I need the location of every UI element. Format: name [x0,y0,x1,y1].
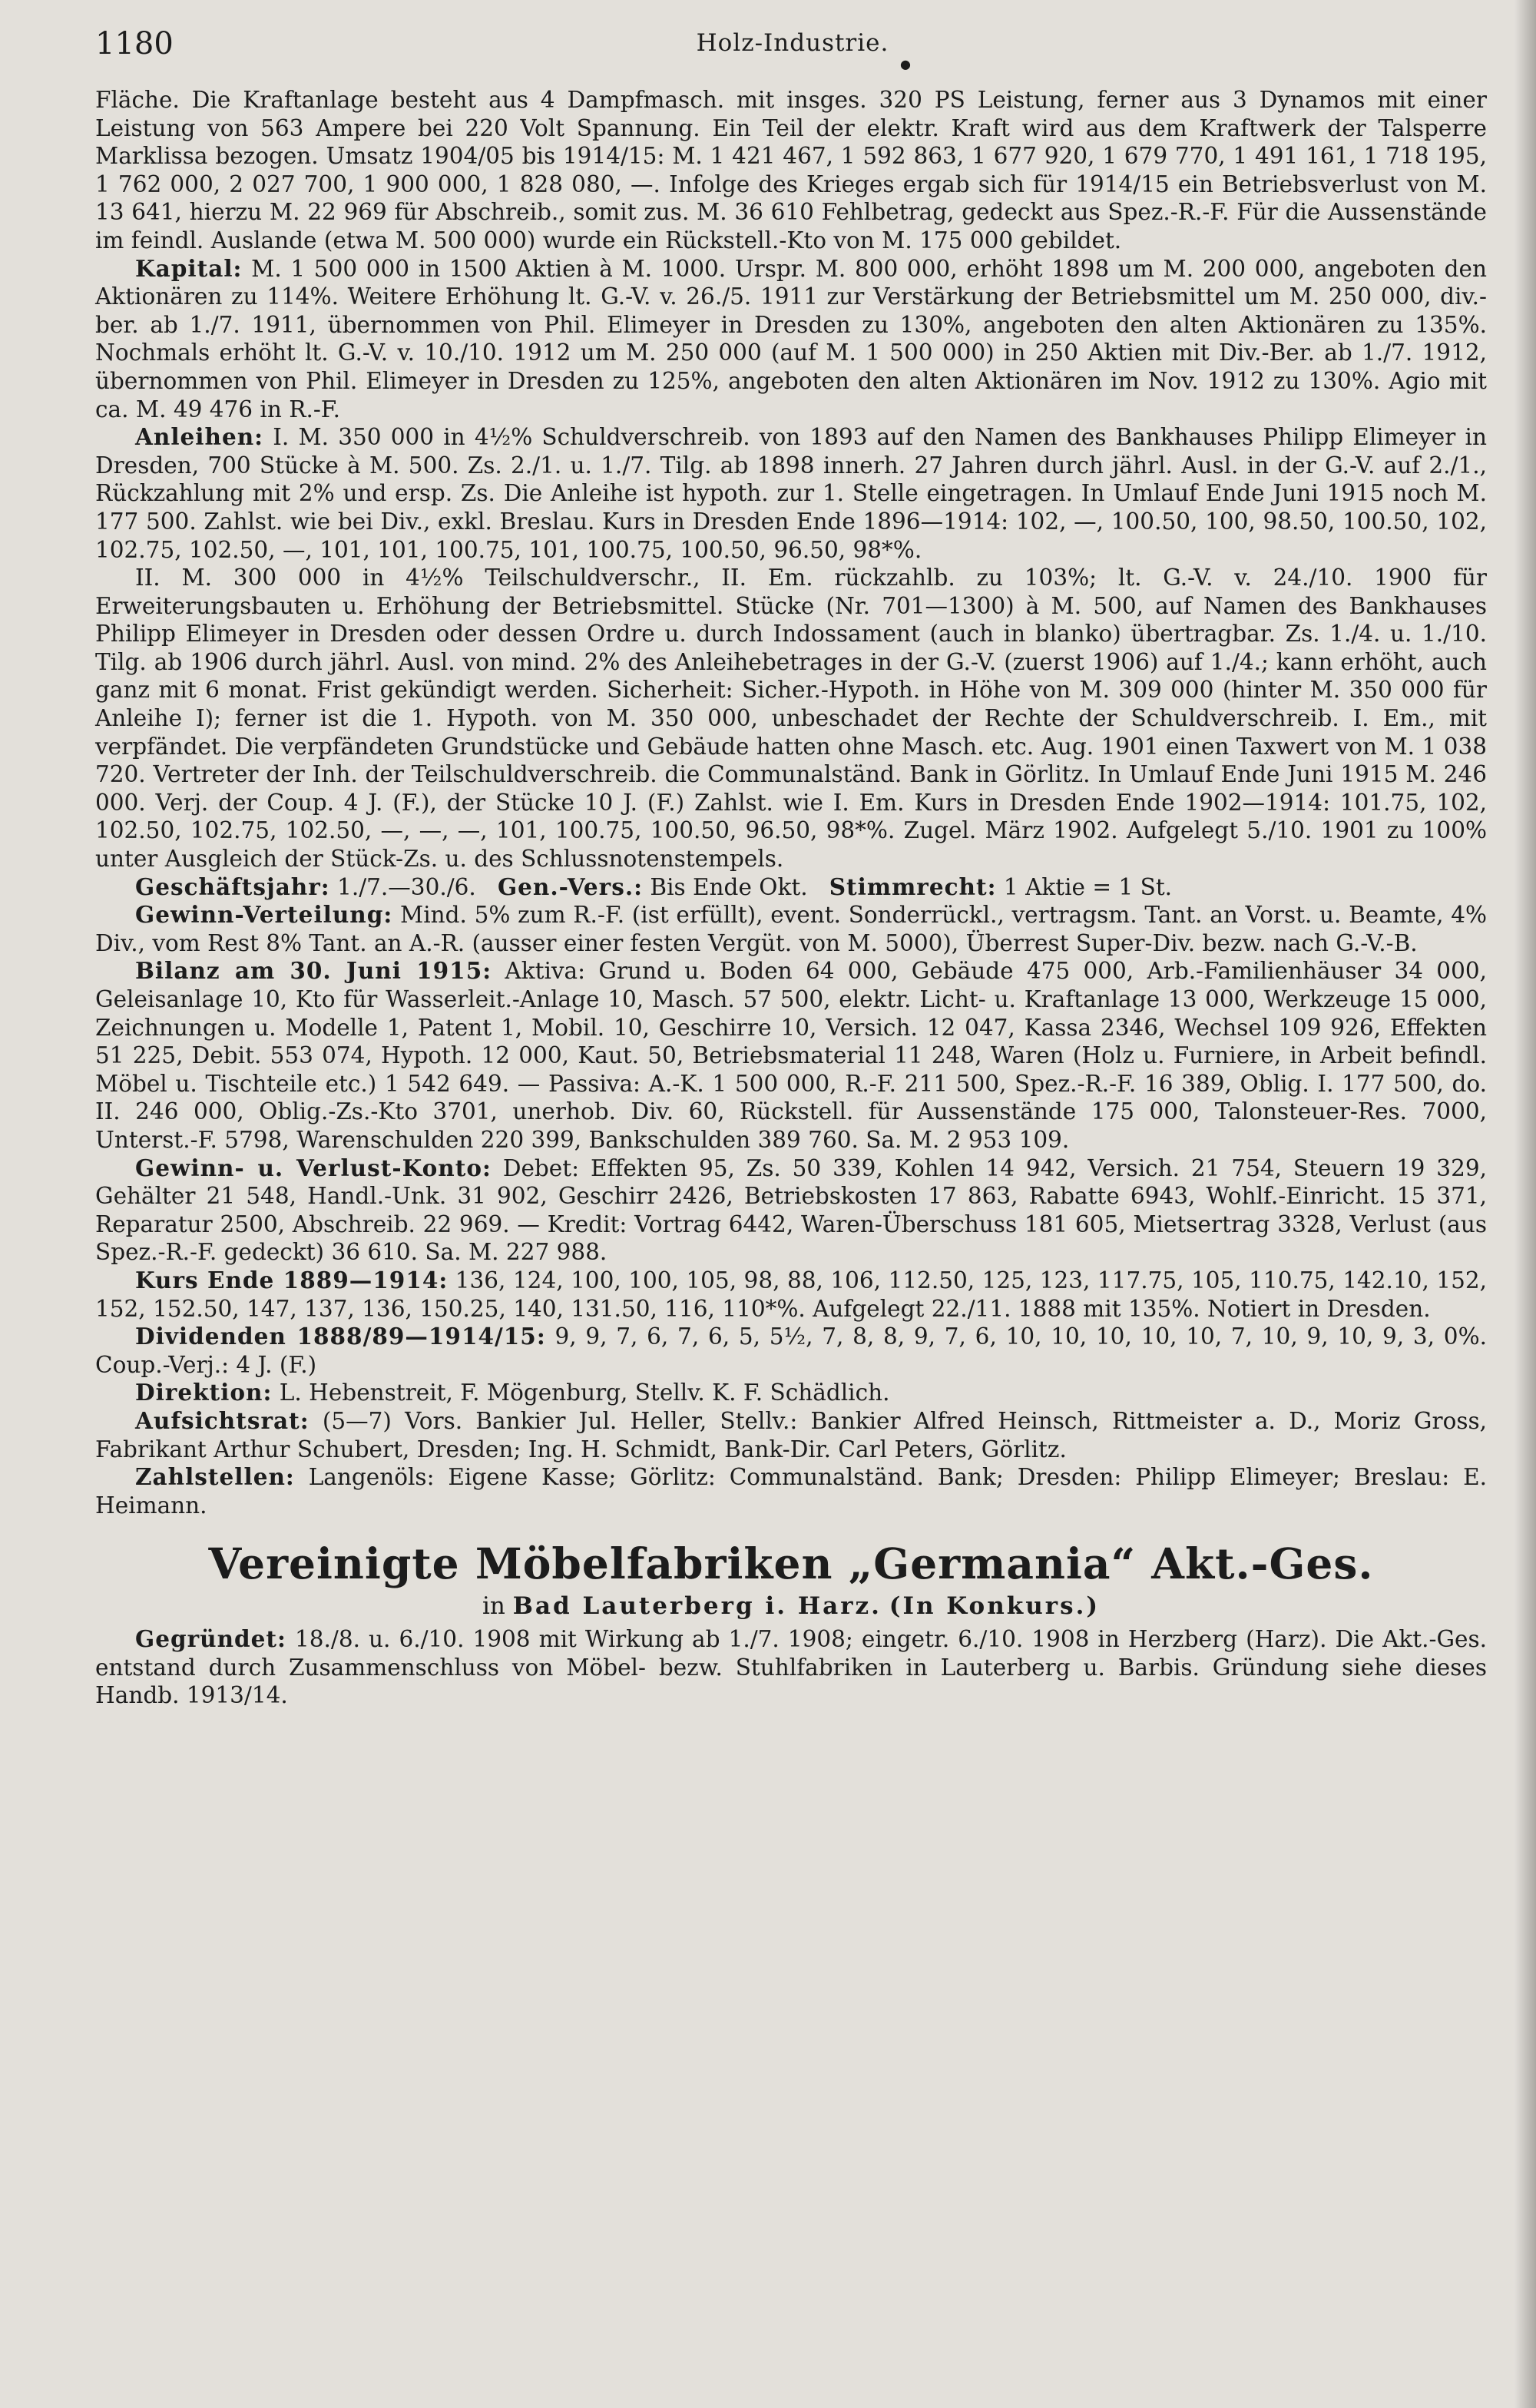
direktion-paragraph [95,1379,1487,1407]
kapital-label: Kapital: [135,254,243,282]
bilanz-label: Bilanz am 30. Juni 1915: [135,957,492,985]
anleihen-label: Anleihen: [135,423,264,451]
kurs-text: 136, 124, 100, 100, 105, 98, 88, 106, 112.50, 125, 123, 117.75, 105, 110.75, 142.10, 152, 152, 152.50, 147, 137, 136, 150.25, 140, 131.50, 116, 110*%. Aufgelegt 22./11. 1888 mit 135%. Notiert in Dresden. [95,1267,1487,1322]
stimmrecht-text: 1 Aktie = 1 St. [1003,873,1173,900]
section-subheading [95,1592,1487,1621]
aufsichtsrat-paragraph [95,1407,1487,1463]
genvers-label: Gen.-Vers.: [497,873,643,900]
gewinn-text: Mind. 5% zum R.-F. (ist erfüllt), event. Sonderrückl., vertragsm. Tant. an Vorst. u. Beamte, 4% Div., vom Rest 8% Tant. an A.-R. (ausser einer festen Vergüt. von M. 5000), Überrest Super-Div. bezw. nach G.-V.-B. [95,902,1487,956]
direktion-text: L. Hebenstreit, F. Mögenburg, Stellv. K. F. Schädlich. [279,1380,890,1406]
gegruendet-label: Gegründet: [135,1625,286,1653]
zahlstellen-paragraph [95,1463,1487,1519]
main-text [95,86,1487,1710]
dividenden-label: Dividenden 1888/89—1914/15: [135,1323,546,1350]
anleihen-2-paragraph: II. M. 300 000 in 4½% Teilschuldverschr., II. Em. rückzahlb. zu 103%; lt. G.-V. v. 24./10. 1900 für Erweiterungsbauten u. Erhöhung der Betriebsmittel. Stücke (Nr. 701—1300) à M. 500, auf Namen des Bankhauses Philipp Elimeyer in Dresden oder dessen Ordre u. durch Indossament (auch in blanko) übertragbar. Zs. 1./4. u. 1./10. Tilg. ab 1906 durch jährl. Ausl. von mind. 2% des Anleihebetrages in der G.-V. (zuerst 1906) auf 1./4.; kann erhöht, auch ganz mit 6 monat. Frist gekündigt werden. Sicherheit: Sicher.-Hypoth. in Höhe von M. 309 000 (hinter M. 350 000 für Anleihe I); ferner ist die 1. Hypoth. von M. 350 000, unbeschadet der Rechte der Schuldverschreib. I. Em., mit verpfändet. Die verpfändeten Grundstücke und Gebäude hatten ohne Masch. etc. Aug. 1901 einen Taxwert von M. 1 038 720. Vertreter der Inh. der Teilschuldverschreib. die Communalständ. Bank in Görlitz. In Umlauf Ende Juni 1915 M. 246 000. Verj. der Coup. 4 J. (F.), der Stücke 10 J. (F.) Zahlst. wie I. Em. Kurs in Dresden Ende 1902—1914: 101.75, 102, 102.50, 102.75, 102.50, —, —, —, 101, 100.75, 100.50, 96.50, 98*%. Zugel. März 1902. Aufgelegt 5./10. 1901 zu 100% unter Ausgleich der Stück-Zs. u. des Schlussnotenstempels. [95,565,1487,873]
aufsichtsrat-text: (5—7) Vors. Bankier Jul. Heller, Stellv.: Bankier Alfred Heinsch, Rittmeister a. D., Moriz Gross, Fabrikant Arthur Schubert, Dresden; Ing. H. Schmidt, Bank-Dir. Carl Peters, Görlitz. [95,1407,1487,1462]
page-header [95,26,1490,71]
kurs-paragraph [95,1267,1487,1323]
kapital-paragraph [95,255,1487,424]
guv-paragraph [95,1154,1487,1267]
kapital-text: M. 1 500 000 in 1500 Aktien à M. 1000. Urspr. M. 800 000, erhöht 1898 um M. 200 000, angeboten den Aktionären zu 114%. Weitere Erhöhung lt. G.-V. v. 26./5. 1911 zur Verstärkung der Betriebsmittel um M. 250 000, div.-ber. ab 1./7. 1911, übernommen von Phil. Elimeyer in Dresden zu 130%, angeboten den alten Aktionären zu 135%. Nochmals erhöht lt. G.-V. v. 10./10. 1912 um M. 250 000 (auf M. 1 500 000) in 250 Aktien mit Div.-Ber. ab 1./7. 1912, übernommen von Phil. Elimeyer in Dresden zu 125%, angeboten den alten Aktionären im Nov. 1912 zu 130%. Agio mit ca. M. 49 476 in R.-F. [95,255,1487,422]
guv-label: Gewinn- u. Verlust-Konto: [135,1154,492,1181]
section-status: (In Konkurs.) [889,1592,1101,1621]
anleihen-1-text: I. M. 350 000 in 4½% Schuldverschreib. von 1893 auf den Namen des Bankhauses Philipp Elimeyer in Dresden, 700 Stücke à M. 500. Zs. 2./1. u. 1./7. Tilg. ab 1898 innerh. 27 Jahren durch jährl. Ausl. in der G.-V. auf 2./1., Rückzahlung mit 2% und ersp. Zs. Die Anleihe ist hypoth. zur 1. Stelle eingetragen. In Umlauf Ende Juni 1915 noch M. 177 500. Zahlst. wie bei Div., exkl. Breslau. Kurs in Dresden Ende 1896—1914: 102, —, 100.50, 100, 98.50, 100.50, 102, 102.75, 102.50, —, 101, 101, 100.75, 101, 100.75, 100.50, 96.50, 98*%. [95,424,1487,563]
section-location: Bad Lauterberg i. Harz. [512,1592,882,1621]
direktion-label: Direktion: [135,1379,273,1406]
running-head: Holz-Industrie. [696,29,889,57]
aufsichtsrat-label: Aufsichtsrat: [135,1406,310,1434]
geschaeftsjahr-text: 1./7.—30./6. [337,873,476,900]
dividenden-text: 9, 9, 7, 6, 7, 6, 5, 5½, 7, 8, 8, 9, 7, 6, 10, 10, 10, 10, 10, 7, 10, 9, 10, 9, 3, 0%. Coup.-Verj.: 4 J. (F.) [95,1323,1487,1378]
gegruendet-text: 18./8. u. 6./10. 1908 mit Wirkung ab 1./7. 1908; eingetr. 6./10. 1908 in Herzberg (Harz). Die Akt.-Ges. entstand durch Zusammenschluss von Möbel- bezw. Stuhlfabriken in Lauterberg u. Barbis. Gründung siehe dieses Handb. 1913/14. [95,1626,1487,1709]
ornament-dot-icon: ● [900,57,911,71]
zahlstellen-text: Langenöls: Eigene Kasse; Görlitz: Communalständ. Bank; Dresden: Philipp Elimeyer; Breslau: E. Heimann. [95,1464,1487,1519]
geschaeftsjahr-paragraph [95,873,1487,902]
bilanz-paragraph [95,957,1487,1154]
section-title: Vereinigte Möbelfabriken „Germania“ Akt.-Ges. [208,1539,1374,1589]
page-number: 1180 [95,26,174,61]
genvers-text: Bis Ende Okt. [650,873,808,900]
geschaeftsjahr-label: Geschäftsjahr: [135,873,330,900]
location-prefix: in [482,1592,505,1621]
bilanz-text: Aktiva: Grund u. Boden 64 000, Gebäude 475 000, Arb.-Familienhäuser 34 000, Geleisanlage 10, Kto für Wasserleit.-Anlage 10, Masch. 57 500, elektr. Licht- u. Kraftanlage 13 000, Werkzeuge 15 000, Zeichnungen u. Modelle 1, Patent 1, Mobil. 10, Geschirre 10, Versich. 12 047, Kassa 2346, Wechsel 109 926, Effekten 51 225, Debit. 553 074, Hypoth. 12 000, Kaut. 50, Betriebsmaterial 11 248, Waren (Holz u. Furniere, in Arbeit befindl. Möbel u. Tischteile etc.) 1 542 649. — Passiva: A.-K. 1 500 000, R.-F. 211 500, Spez.-R.-F. 16 389, Oblig. I. 177 500, do. II. 246 000, Oblig.-Zs.-Kto 3701, unerhob. Div. 60, Rückstell. für Aussenstände 175 000, Talonsteuer-Res. 7000, Unterst.-F. 5798, Warenschulden 220 399, Bankschulden 389 760. Sa. M. 2 953 109. [95,958,1487,1153]
guv-text: Debet: Effekten 95, Zs. 50 339, Kohlen 14 942, Versich. 21 754, Steuern 19 329, Gehälter 21 548, Handl.-Unk. 31 902, Geschirr 2426, Betriebskosten 17 863, Rabatte 6943, Wohlf.-Einricht. 15 371, Reparatur 2500, Abschreib. 22 969. — Kredit: Vortrag 6442, Waren-Überschuss 181 605, Mietsertrag 3328, Verlust (aus Spez.-R.-F. gedeckt) 36 610. Sa. M. 227 988. [95,1154,1487,1266]
intro-paragraph: Fläche. Die Kraftanlage besteht aus 4 Dampfmasch. mit insges. 320 PS Leistung, ferner aus 3 Dynamos mit einer Leistung von 563 Ampere bei 220 Volt Spannung. Ein Teil der elektr. Kraft wird aus dem Kraftwerk der Talsperre Marklissa bezogen. Umsatz 1904/05 bis 1914/15: M. 1 421 467, 1 592 863, 1 677 920, 1 679 770, 1 491 161, 1 718 195, 1 762 000, 2 027 700, 1 900 000, 1 828 080, —. Infolge des Krieges ergab sich für 1914/15 ein Betriebsverlust von M. 13 641, hierzu M. 22 969 für Abschreib., somit zus. M. 36 610 Fehlbetrag, gedeckt aus Spez.-R.-F. Für die Aussenstände im feindl. Auslande (etwa M. 500 000) wurde ein Rückstell.-Kto von M. 175 000 gebildet. [95,87,1487,253]
dividenden-paragraph [95,1323,1487,1379]
anleihen-paragraph [95,423,1487,564]
gewinn-paragraph [95,901,1487,957]
kurs-label: Kurs Ende 1889—1914: [135,1266,449,1293]
gegruendet-paragraph [95,1625,1487,1710]
gewinn-label: Gewinn-Verteilung: [135,901,393,929]
zahlstellen-label: Zahlstellen: [135,1463,295,1491]
stimmrecht-label: Stimmrecht: [829,873,997,900]
